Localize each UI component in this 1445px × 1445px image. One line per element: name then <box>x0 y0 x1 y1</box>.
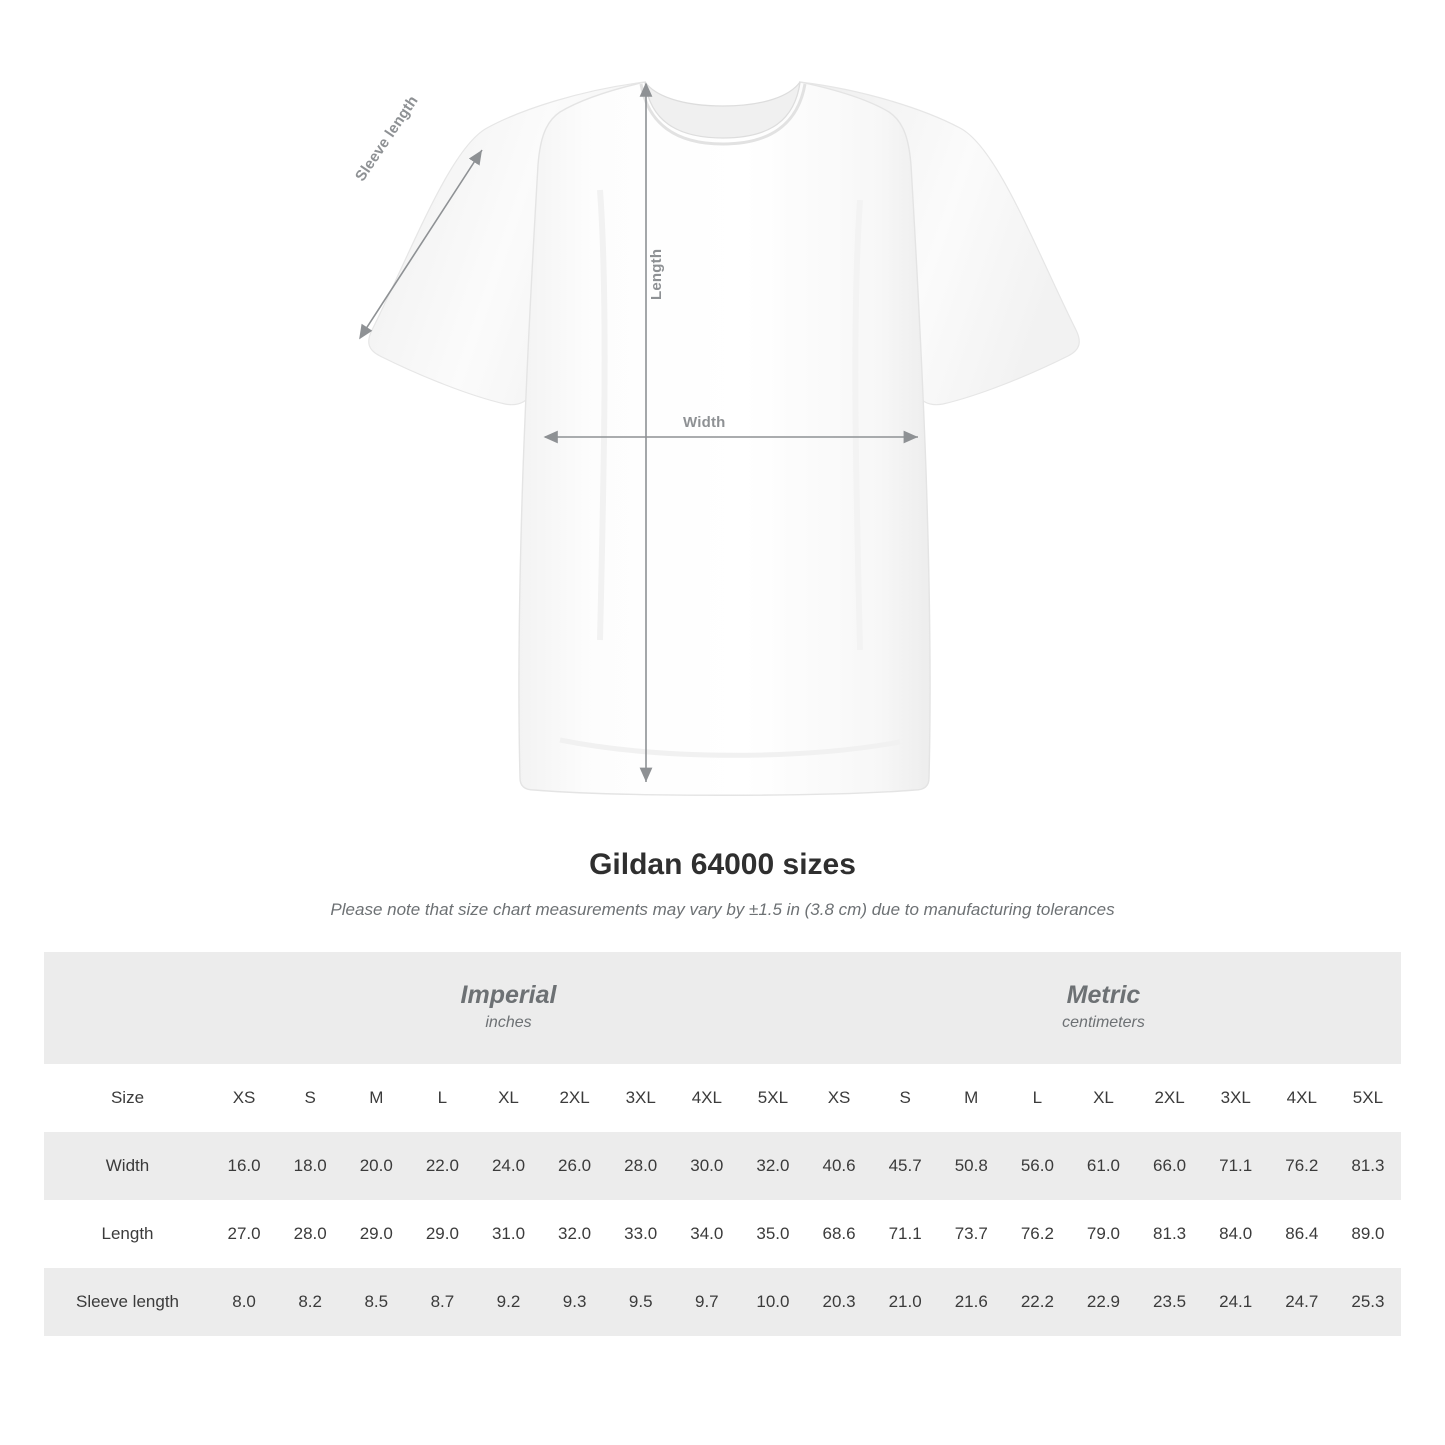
cell-sleeve-12: 22.2 <box>1004 1268 1070 1336</box>
col-header-4: XL <box>475 1064 541 1132</box>
col-header-5: 2XL <box>542 1064 608 1132</box>
cell-length-10: 71.1 <box>872 1200 938 1268</box>
cell-width-8: 32.0 <box>740 1132 806 1200</box>
col-header-13: XL <box>1070 1064 1136 1132</box>
cell-sleeve-10: 21.0 <box>872 1268 938 1336</box>
cell-sleeve-11: 21.6 <box>938 1268 1004 1336</box>
size-table <box>44 952 1401 1336</box>
cell-width-16: 76.2 <box>1269 1132 1335 1200</box>
col-header-2: M <box>343 1064 409 1132</box>
cell-sleeve-9: 20.3 <box>806 1268 872 1336</box>
page-title: Gildan 64000 sizes <box>589 848 856 881</box>
size-table-wrapper <box>44 952 1401 1336</box>
col-header-6: 3XL <box>608 1064 674 1132</box>
unit-group-metric-name: Metric <box>1066 980 1141 1009</box>
col-header-9: XS <box>806 1064 872 1132</box>
cell-length-17: 89.0 <box>1335 1200 1401 1268</box>
cell-length-8: 35.0 <box>740 1200 806 1268</box>
cell-width-2: 20.0 <box>343 1132 409 1200</box>
col-header-14: 2XL <box>1137 1064 1203 1132</box>
cell-length-1: 28.0 <box>277 1200 343 1268</box>
tolerance-note: Please note that size chart measurements may vary by ±1.5 in (3.8 cm) due to manufacturing tolerances <box>330 900 1115 919</box>
cell-length-9: 68.6 <box>806 1200 872 1268</box>
size-row-label: Size <box>44 1064 211 1132</box>
cell-length-13: 79.0 <box>1070 1200 1136 1268</box>
cell-width-6: 28.0 <box>608 1132 674 1200</box>
cell-sleeve-17: 25.3 <box>1335 1268 1401 1336</box>
cell-width-9: 40.6 <box>806 1132 872 1200</box>
cell-sleeve-13: 22.9 <box>1070 1268 1136 1336</box>
unit-header-spacer <box>44 952 211 1064</box>
row-label-width: Width <box>44 1132 211 1200</box>
cell-width-3: 22.0 <box>409 1132 475 1200</box>
col-header-1: S <box>277 1064 343 1132</box>
cell-width-13: 61.0 <box>1070 1132 1136 1200</box>
size-header-row <box>44 1064 1401 1132</box>
cell-width-7: 30.0 <box>674 1132 740 1200</box>
cell-length-14: 81.3 <box>1137 1200 1203 1268</box>
cell-width-14: 66.0 <box>1137 1132 1203 1200</box>
col-header-16: 4XL <box>1269 1064 1335 1132</box>
table-row <box>44 1268 1401 1336</box>
cell-length-4: 31.0 <box>475 1200 541 1268</box>
cell-sleeve-16: 24.7 <box>1269 1268 1335 1336</box>
width-label: Width <box>683 414 726 431</box>
col-header-8: 5XL <box>740 1064 806 1132</box>
cell-length-12: 76.2 <box>1004 1200 1070 1268</box>
cell-width-4: 24.0 <box>475 1132 541 1200</box>
cell-width-1: 18.0 <box>277 1132 343 1200</box>
cell-length-15: 84.0 <box>1203 1200 1269 1268</box>
length-label: Length <box>648 248 665 300</box>
cell-sleeve-0: 8.0 <box>211 1268 277 1336</box>
cell-width-10: 45.7 <box>872 1132 938 1200</box>
col-header-3: L <box>409 1064 475 1132</box>
cell-length-3: 29.0 <box>409 1200 475 1268</box>
cell-length-7: 34.0 <box>674 1200 740 1268</box>
cell-sleeve-7: 9.7 <box>674 1268 740 1336</box>
sleeve-length-label: Sleeve length <box>352 92 422 185</box>
cell-sleeve-2: 8.5 <box>343 1268 409 1336</box>
cell-sleeve-14: 23.5 <box>1137 1268 1203 1336</box>
heading-block <box>0 848 1445 920</box>
cell-width-5: 26.0 <box>542 1132 608 1200</box>
cell-length-0: 27.0 <box>211 1200 277 1268</box>
cell-sleeve-5: 9.3 <box>542 1268 608 1336</box>
cell-sleeve-15: 24.1 <box>1203 1268 1269 1336</box>
unit-header-row <box>44 952 1401 1064</box>
cell-length-2: 29.0 <box>343 1200 409 1268</box>
cell-length-16: 86.4 <box>1269 1200 1335 1268</box>
unit-group-metric <box>806 952 1401 1064</box>
cell-sleeve-4: 9.2 <box>475 1268 541 1336</box>
cell-sleeve-3: 8.7 <box>409 1268 475 1336</box>
cell-sleeve-8: 10.0 <box>740 1268 806 1336</box>
cell-length-5: 32.0 <box>542 1200 608 1268</box>
cell-sleeve-6: 9.5 <box>608 1268 674 1336</box>
cell-width-12: 56.0 <box>1004 1132 1070 1200</box>
col-header-10: S <box>872 1064 938 1132</box>
col-header-17: 5XL <box>1335 1064 1401 1132</box>
cell-length-6: 33.0 <box>608 1200 674 1268</box>
unit-group-metric-sub: centimeters <box>1062 1013 1145 1031</box>
cell-width-17: 81.3 <box>1335 1132 1401 1200</box>
table-row <box>44 1200 1401 1268</box>
table-row <box>44 1132 1401 1200</box>
row-label-length: Length <box>44 1200 211 1268</box>
cell-width-11: 50.8 <box>938 1132 1004 1200</box>
col-header-15: 3XL <box>1203 1064 1269 1132</box>
unit-group-imperial-sub: inches <box>485 1013 532 1031</box>
cell-width-15: 71.1 <box>1203 1132 1269 1200</box>
cell-length-11: 73.7 <box>938 1200 1004 1268</box>
cell-sleeve-1: 8.2 <box>277 1268 343 1336</box>
col-header-7: 4XL <box>674 1064 740 1132</box>
col-header-12: L <box>1004 1064 1070 1132</box>
col-header-0: XS <box>211 1064 277 1132</box>
col-header-11: M <box>938 1064 1004 1132</box>
unit-group-imperial-name: Imperial <box>460 980 557 1009</box>
row-label-sleeve-length: Sleeve length <box>44 1268 211 1336</box>
unit-group-imperial <box>211 952 806 1064</box>
cell-width-0: 16.0 <box>211 1132 277 1200</box>
